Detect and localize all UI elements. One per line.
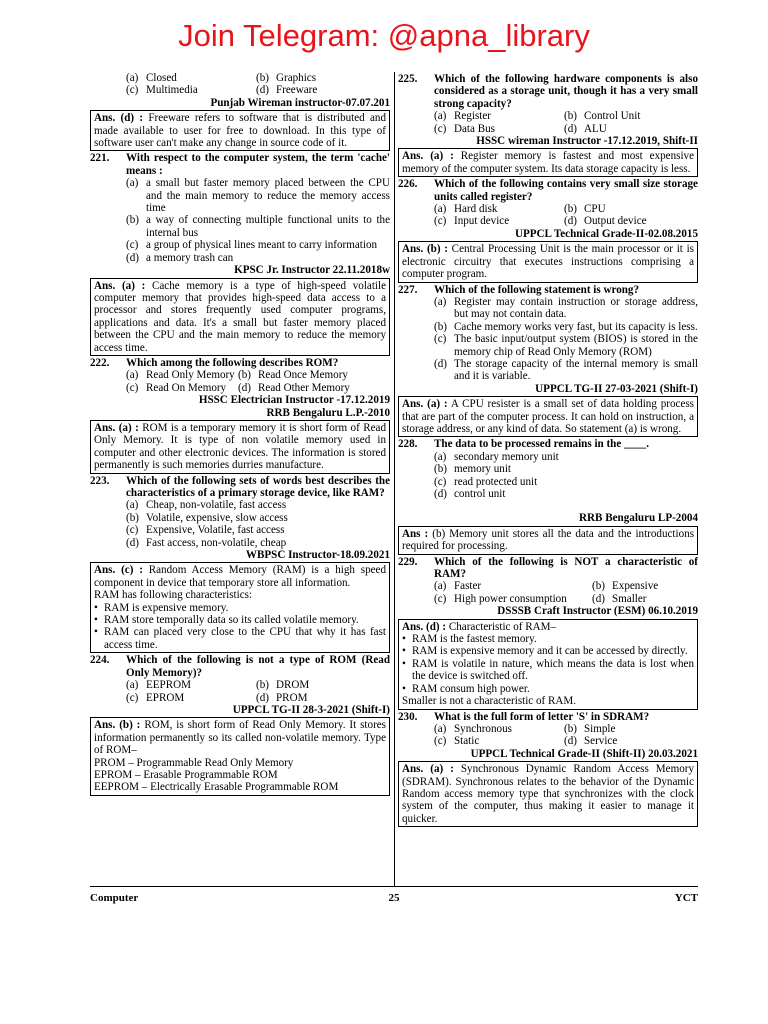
option-letter: (d) (256, 691, 269, 704)
option-item (434, 215, 564, 227)
answer-text: Central Processing Unit is the main processor or it is electronic circuitry that executes instructions comprising a computer program. (402, 243, 694, 281)
option-text: Fast access, non-volatile, cheap (146, 536, 287, 549)
exam-source: KPSC Jr. Instructor 22.11.2018w (234, 264, 390, 277)
option-letter: (c) (434, 592, 447, 605)
option-letter: (c) (434, 122, 447, 135)
option-item (126, 369, 238, 381)
option-item (592, 580, 698, 592)
option-text: secondary memory unit (454, 450, 559, 463)
option-item (434, 333, 698, 358)
option-text: Hard disk (454, 203, 498, 216)
answer-line: EPROM – Erasable Programmable ROM (94, 768, 278, 781)
option-text: Synchronous (454, 722, 512, 735)
option-letter: (c) (434, 475, 447, 488)
option-item (434, 723, 564, 735)
option-item (434, 476, 698, 488)
answer-text: Freeware refers to software that is distributed and made available to user for free to download. In this type of software user can't make any change in source code of it. (94, 112, 387, 150)
option-letter: (d) (564, 215, 577, 228)
option-item (238, 382, 390, 394)
page-footer (90, 892, 698, 906)
answer-label: Ans. (a) : (402, 150, 454, 163)
exam-source: UPPCL TG-II 27-03-2021 (Shift-I) (535, 382, 698, 395)
option-text: Expensive (612, 580, 659, 593)
option-item (434, 203, 564, 215)
option-text: Read Once Memory (258, 369, 348, 382)
option-text: Input device (454, 215, 510, 228)
option-item (126, 177, 390, 214)
question-number: 223. (90, 474, 110, 487)
option-letter: (b) (256, 679, 269, 692)
answer-box (398, 761, 698, 827)
answer-box (90, 562, 390, 653)
question-number: 228. (398, 438, 418, 451)
option-letter: (b) (564, 110, 577, 123)
question-224 (90, 654, 390, 679)
exam-source: HSSC Electrician Instructor -17.12.2019 (198, 394, 390, 407)
exam-source: UPPCL Technical Grade-II (Shift-II) 20.03.2021 (470, 747, 698, 760)
answer-line: EEPROM – Electrically Erasable Programmable ROM (94, 781, 339, 794)
option-letter: (d) (592, 592, 605, 605)
question-number: 227. (398, 283, 418, 296)
page-number: 25 (388, 892, 400, 904)
option-text: ALU (584, 122, 607, 135)
option-letter: (a) (434, 110, 447, 123)
option-item (256, 679, 390, 691)
question-225 (398, 73, 698, 110)
answer-text: ROM, is short form of Read Only Memory. It stores information permanently so its called non-volatile memory. Type of ROM– (94, 719, 387, 757)
option-letter: (b) (256, 72, 269, 84)
options (398, 451, 698, 501)
option-letter: (a) (126, 369, 139, 382)
answer-label: Ans : (402, 527, 429, 540)
bullet-item: • RAM is volatile in nature, which means the data is lost when the device is switched off. (402, 657, 694, 683)
option-text: The storage capacity of the internal memory is small and it is variable. (454, 357, 698, 383)
footer-subject: Computer (90, 892, 139, 904)
answer-label: Ans. (c) : (94, 564, 143, 577)
option-item (434, 488, 698, 500)
option-letter: (d) (564, 122, 577, 135)
option-letter: (a) (126, 72, 139, 84)
answer-text: ROM is a temporary memory it is short form of Read Only Memory. It is type of non volatile memory used in computer and other electronic devices. The information is stored permanently is such memories durries manufacture. (94, 421, 386, 472)
option-item (434, 580, 592, 592)
option-item (126, 252, 390, 264)
telegram-banner: Join Telegram: @apna_library (178, 18, 590, 53)
option-letter: (c) (126, 239, 139, 252)
option-text: Freeware (276, 84, 318, 97)
option-letter: (a) (434, 580, 447, 593)
option-item (256, 692, 390, 704)
option-letter: (a) (434, 203, 447, 216)
options (398, 580, 698, 605)
bullet-item: • RAM is expensive memory. (94, 601, 229, 614)
option-item (434, 463, 698, 475)
option-text: EEPROM (146, 679, 191, 692)
question-228 (398, 438, 698, 450)
question-text: Which of the following sets of words best describes the characteristics of a primary storage device, like RAM? (126, 474, 390, 499)
option-item (126, 679, 256, 691)
option-text: a memory trash can (146, 251, 234, 264)
option-item (564, 203, 698, 215)
option-item (434, 451, 698, 463)
option-letter: (b) (238, 369, 251, 382)
option-text: Closed (146, 72, 177, 84)
option-text: Expensive, Volatile, fast access (146, 524, 285, 537)
answer-box (398, 526, 698, 555)
answer-text: Synchronous Dynamic Random Access Memory (SDRAM). Synchronous relates to the behavior of the Dynamic Random access memory type that synchronizes with the clock system of the computer, thus making it easier to manage it quicker. (402, 763, 694, 825)
answer-text: Register memory is fastest and most expensive memory of the computer system. Its data storage capacity is less. (402, 150, 695, 175)
option-text: Cheap, non-volatile, fast access (146, 499, 287, 512)
right-column (398, 72, 698, 828)
footer-rule (90, 886, 698, 887)
answer-line: Smaller is not a characteristic of RAM. (402, 695, 577, 708)
options (398, 203, 698, 228)
question-text: What is the full form of letter 'S' in SDRAM? (434, 710, 650, 723)
option-letter: (a) (126, 499, 139, 512)
option-text: Static (454, 735, 480, 748)
option-letter: (b) (434, 463, 447, 476)
option-text: Data Bus (454, 122, 495, 135)
question-number: 226. (398, 178, 418, 191)
question-226 (398, 178, 698, 203)
option-text: Simple (584, 722, 616, 735)
question-text: The data to be processed remains in the ____. (434, 438, 649, 451)
question-223 (90, 475, 390, 500)
answer-box (398, 619, 698, 710)
question-text: Which of the following hardware components is also considered as a storage unit, though it has a very small strong capacity? (434, 73, 698, 110)
option-text: a small but faster memory placed between the CPU and the main memory to reduce the memory access time (146, 177, 390, 215)
option-text: The basic input/output system (BIOS) is stored in the memory chip of Read Only Memory (ROM) (454, 333, 698, 358)
option-text: CPU (584, 203, 606, 216)
options (90, 177, 390, 264)
option-letter: (c) (434, 333, 447, 346)
option-text: Read Other Memory (258, 381, 350, 394)
option-letter: (a) (126, 177, 139, 190)
option-letter: (d) (126, 536, 139, 549)
option-letter: (c) (126, 524, 139, 537)
answer-label: Ans. (a) : (94, 421, 139, 434)
option-letter: (b) (126, 511, 139, 524)
option-text: Graphics (276, 72, 317, 84)
option-text: Register may contain instruction or storage address, but may not contain data. (454, 295, 698, 321)
question-227 (398, 284, 698, 296)
answer-text: Random Access Memory (RAM) is a high speed component in device that temporary store all information. (94, 564, 387, 589)
options (90, 499, 390, 549)
exam-source: WBPSC Instructor-18.09.2021 (245, 549, 390, 562)
question-number: 222. (90, 356, 110, 369)
option-item (126, 524, 390, 536)
answer-label: Ans. (d) : (402, 620, 447, 633)
option-letter: (c) (434, 215, 447, 228)
exam-source: UPPCL Technical Grade-II-02.08.2015 (514, 227, 698, 240)
option-item (434, 296, 698, 321)
answer-box (398, 148, 698, 177)
answer-box (90, 110, 390, 151)
option-letter: (d) (126, 251, 139, 264)
option-text: Multimedia (146, 84, 198, 97)
option-text: Read Only Memory (146, 369, 235, 382)
answer-line: RAM has following characteristics: (94, 589, 253, 602)
option-text: read protected unit (454, 475, 538, 488)
answer-box (398, 396, 698, 437)
option-letter: (d) (434, 357, 447, 370)
question-number: 230. (398, 710, 418, 723)
bullet-item: • RAM is expensive memory and it can be accessed by directly. (402, 645, 688, 658)
answer-label: Ans. (a) : (402, 763, 454, 776)
option-text: Volatile, expensive, slow access (146, 511, 288, 524)
bullet-item: • RAM can placed very close to the CPU that why it has fast access time. (94, 626, 386, 651)
option-item (564, 735, 698, 747)
option-item (126, 214, 390, 239)
bullet-item: • RAM store temporally data so its called volatile memory. (94, 614, 359, 627)
option-letter: (c) (126, 381, 139, 394)
option-text: Smaller (612, 592, 647, 605)
answer-label: Ans. (a) : (402, 398, 448, 411)
answer-label: Ans. (a) : (94, 279, 146, 292)
option-letter: (b) (564, 203, 577, 216)
option-text: Cache memory works very fast, but its capacity is less. (454, 320, 698, 333)
question-230 (398, 711, 698, 723)
exam-source: RRB Bengaluru L.P.-2010 (266, 406, 390, 419)
question-text: Which among the following describes ROM? (126, 356, 339, 369)
option-letter: (a) (434, 450, 447, 463)
option-item (126, 537, 390, 549)
option-text: DROM (276, 679, 310, 692)
option-text: Register (454, 110, 491, 123)
options (398, 110, 698, 135)
question-text: Which of the following is NOT a characteristic of RAM? (434, 555, 698, 581)
question-number: 224. (90, 654, 110, 667)
option-item (126, 692, 256, 704)
answer-box (90, 278, 390, 356)
option-letter: (d) (238, 381, 251, 394)
option-letter: (c) (434, 735, 447, 748)
option-letter: (b) (592, 580, 605, 593)
options (90, 72, 390, 97)
option-text: Service (584, 735, 618, 748)
question-221 (90, 152, 390, 177)
bullet-item: • RAM is the fastest memory. (402, 633, 537, 646)
option-item (126, 499, 390, 511)
option-text: a way of connecting multiple functional units to the internal bus (146, 214, 390, 239)
option-text: Faster (454, 580, 482, 593)
answer-box (90, 420, 390, 474)
option-letter: (a) (126, 679, 139, 692)
answer-text: A CPU resister is a small set of data holding process that are part of the computer process. It can hold on instruction, a storage address, or any kind of data. So statement (a) is wrong. (402, 398, 695, 435)
option-text: control unit (454, 488, 506, 500)
option-item (564, 110, 698, 122)
options (90, 679, 390, 704)
option-text: High power consumption (454, 592, 567, 605)
answer-text: (b) Memory unit stores all the data and the introductions required for processing. (402, 527, 695, 553)
question-number: 225. (398, 73, 418, 85)
option-item (434, 593, 592, 605)
question-number: 221. (90, 152, 110, 165)
option-letter: (a) (434, 722, 447, 735)
option-item (434, 358, 698, 383)
exam-source: UPPCL TG-II 28-3-2021 (Shift-I) (232, 703, 390, 716)
option-item (126, 239, 390, 251)
answer-label: Ans. (b) : (94, 719, 141, 732)
option-item (256, 72, 390, 84)
options (398, 723, 698, 748)
option-letter: (c) (126, 691, 139, 704)
answer-text: Characteristic of RAM– (446, 620, 557, 633)
option-item (434, 735, 564, 747)
option-text: EPROM (146, 691, 185, 704)
options (90, 369, 390, 394)
option-letter: (d) (256, 84, 269, 97)
answer-label: Ans. (b) : (402, 243, 448, 256)
options (398, 296, 698, 383)
option-letter: (b) (434, 320, 447, 333)
option-letter: (d) (564, 735, 577, 748)
option-item (564, 123, 698, 135)
exam-source: RRB Bengaluru LP-2004 (579, 512, 698, 525)
column-divider (394, 72, 395, 886)
option-item (126, 512, 390, 524)
option-item (592, 593, 698, 605)
option-item (434, 321, 698, 333)
question-text: Which of the following statement is wrong? (434, 283, 640, 296)
answer-box (398, 241, 698, 282)
option-item (126, 382, 238, 394)
option-text: PROM (276, 691, 308, 704)
option-letter: (b) (564, 722, 577, 735)
option-text: Output device (584, 215, 647, 228)
option-item (256, 84, 390, 96)
option-text: Control Unit (584, 110, 641, 123)
footer-publisher: YCT (674, 892, 698, 904)
question-number: 229. (398, 555, 418, 568)
option-text: memory unit (454, 463, 512, 476)
option-text: a group of physical lines meant to carry information (146, 239, 378, 252)
option-item (126, 72, 256, 84)
answer-label: Ans. (d) : (94, 112, 144, 125)
option-text: Read On Memory (146, 381, 227, 394)
option-item (126, 84, 256, 96)
bullet-item: • RAM consum high power. (402, 682, 530, 695)
answer-line: PROM – Programmable Read Only Memory (94, 756, 294, 769)
left-column (90, 72, 390, 797)
answer-text: Cache memory is a type of high-speed volatile computer memory that provides high-speed data access to a processor and stores frequently used computer programs, applications and data. It's a small but faster memory placed between the CPU and the main memory to reduce the memory access time. (94, 279, 386, 354)
question-text: Which of the following is not a type of ROM (Read Only Memory)? (126, 654, 390, 679)
answer-box (90, 717, 390, 795)
exam-source: Punjab Wireman instructor-07.07.201 (210, 96, 390, 109)
option-item (564, 723, 698, 735)
exam-source: HSSC wireman Instructor -17.12.2019, Shift-II (476, 135, 698, 148)
option-letter: (b) (126, 214, 139, 227)
option-letter: (c) (126, 84, 139, 97)
question-text: With respect to the computer system, the term 'cache' means : (126, 152, 390, 177)
exam-source: DSSSB Craft Instructor (ESM) 06.10.2019 (497, 605, 698, 618)
option-item (434, 123, 564, 135)
question-222 (90, 357, 390, 369)
option-item (434, 110, 564, 122)
option-letter: (d) (434, 488, 447, 500)
question-229 (398, 556, 698, 581)
option-item (238, 369, 390, 381)
option-letter: (a) (434, 295, 447, 308)
option-item (564, 215, 698, 227)
question-text: Which of the following contains very small size storage units called register? (434, 178, 698, 203)
